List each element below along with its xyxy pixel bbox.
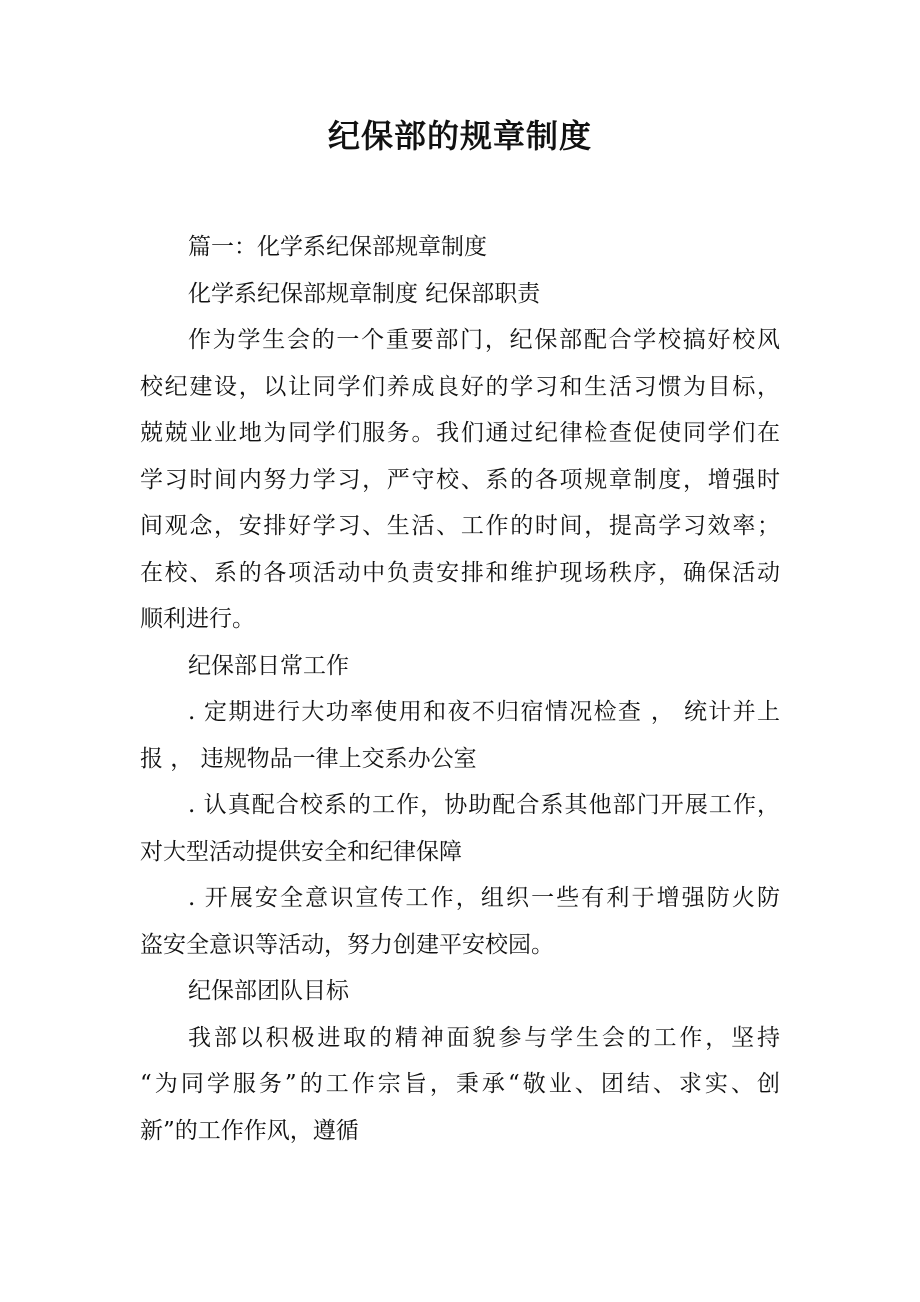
list-item (140, 875, 780, 968)
text-line: 盗安全意识等活动，努力创建平安校园。 (140, 931, 554, 958)
text-line: 篇一：化学系纪保部规章制度 (188, 234, 487, 260)
section-heading (140, 968, 780, 1015)
text-line: 校纪建设，以让同学们养成良好的学习和生活习惯为目标， (140, 373, 780, 400)
text-line: “为同学服务”的工作宗旨，秉承“敬业、团结、求实、创 (140, 1071, 780, 1097)
text-line: . 定期进行大功率使用和夜不归宿情况检查 ， 统计并上 (188, 699, 780, 725)
list-item (140, 782, 780, 875)
text-line: 学习时间内努力学习，严守校、系的各项规章制度，增强时 (140, 466, 780, 493)
text-line: 我部以积极进取的精神面貌参与学生会的工作，坚持 (188, 1024, 780, 1051)
text-line: 纪保部日常工作 (188, 652, 349, 679)
section-heading (140, 643, 780, 690)
text-line: 顺利进行。 (140, 606, 255, 632)
paragraph-team-goals (140, 1015, 780, 1155)
text-line: 间观念，安排好学习、生活、工作的时间，提高学习效率； (140, 513, 780, 539)
text-line: 化学系纪保部规章制度 纪保部职责 (188, 280, 541, 307)
text-line: 报 ， 违规物品一律上交系办公室 (140, 745, 477, 772)
text-line: 新”的工作作风，遵循 (140, 1117, 359, 1144)
text-line: . 认真配合校系的工作，协助配合系其他部门开展工作， (188, 792, 780, 818)
text-line: 作为学生会的一个重要部门，纪保部配合学校搞好校风 (188, 327, 780, 353)
text-line: . 开展安全意识宣传工作，组织一些有利于增强防火防 (188, 885, 780, 911)
section-subheading (140, 271, 780, 318)
text-line: 对大型活动提供安全和纪律保障 (140, 838, 462, 865)
paragraph-responsibilities (140, 317, 780, 643)
section-heading (140, 224, 780, 271)
text-line: 兢兢业业地为同学们服务。我们通过纪律检查促使同学们在 (140, 420, 780, 446)
text-line: 纪保部团队目标 (188, 978, 349, 1004)
document-body (140, 224, 780, 1154)
list-item (140, 689, 780, 782)
text-line: 在校、系的各项活动中负责安排和维护现场秩序，确保活动 (140, 559, 780, 586)
document-title: 纪保部的规章制度 (327, 117, 592, 155)
